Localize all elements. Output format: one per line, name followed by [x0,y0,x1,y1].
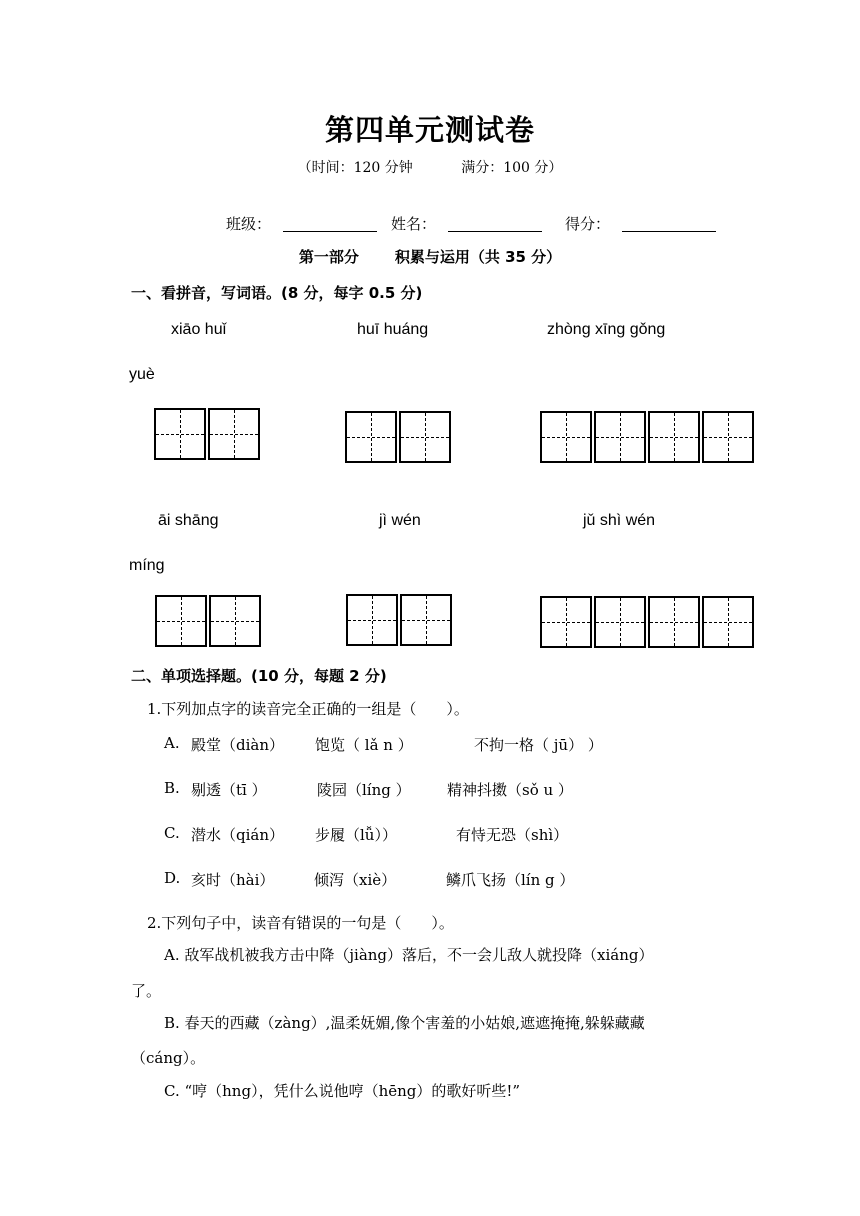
pinyin-yue: yuè [129,366,155,383]
grid-cell[interactable] [155,595,207,647]
pinyin-jushiwen: jǔ shì wén [583,512,656,529]
q1-b-word3: 精神抖擞（sǒ u ） [447,781,573,799]
writing-grid-3[interactable] [540,411,754,463]
score-field: 得分： [565,213,720,234]
q1-option-d-letter[interactable]: D. [164,869,181,887]
q2-option-b-cont: （cáng）。 [131,1049,206,1067]
q1-a-word3: 不拘一格（ jū） ） [474,736,603,754]
grid-cell[interactable] [594,596,646,648]
section2-heading: 二、单项选择题。(10 分，每题 2 分) [131,667,387,685]
pinyin-aishang: āi shāng [158,512,219,529]
grid-cell[interactable] [540,411,592,463]
pinyin-zhongxinggong: zhòng xīng gǒng [547,321,666,338]
writing-grid-5[interactable] [346,594,452,646]
time-limit: （时间：120 分钟 [297,160,413,176]
q1-option-c-letter[interactable]: C. [164,824,180,842]
q1-option-b-letter[interactable]: B. [164,779,180,797]
q1-b-word1: 剔透（tī ） [191,781,267,799]
writing-grid-1[interactable] [154,408,260,460]
q1-a-word1: 殿堂（diàn） [191,736,285,754]
grid-cell[interactable] [648,596,700,648]
q1-c-word1: 潜水（qián） [191,826,285,844]
q1-d-word3: 鳞爪飞扬（lín g ） [446,871,575,889]
grid-cell[interactable] [345,411,397,463]
grid-cell[interactable] [209,595,261,647]
grid-cell[interactable] [648,411,700,463]
pinyin-huihuang: huī huáng [357,321,429,338]
grid-cell[interactable] [399,411,451,463]
q1-option-a-letter[interactable]: A. [164,734,180,752]
grid-cell[interactable] [702,411,754,463]
question-1-stem: 1.下列加点字的读音完全正确的一组是（ ）。 [147,700,469,718]
question-2-stem: 2.下列句子中，读音有错误的一句是（ ）。 [147,914,454,932]
writing-grid-4[interactable] [155,595,261,647]
q1-b-word2: 陵园（líng ） [317,781,411,799]
pinyin-ming: míng [129,557,165,574]
grid-cell[interactable] [540,596,592,648]
q1-a-word2: 饱览（ lǎ n ） [315,736,413,754]
grid-cell[interactable] [346,594,398,646]
q1-c-word3: 有恃无恐（shì） [456,826,569,844]
grid-cell[interactable] [400,594,452,646]
q1-d-word1: 亥时（hài） [191,871,275,889]
part-heading: 第一部分 积累与运用（共 35 分） [298,248,562,266]
subtitle [0,157,860,177]
section1-heading: 一、看拼音，写词语。(8 分，每字 0.5 分) [131,284,423,302]
q1-d-word2: 倾泻（xiè） [314,871,397,889]
name-field: 姓名： [391,213,546,234]
class-field: 班级： [226,213,381,234]
grid-cell[interactable] [208,408,260,460]
q2-option-c[interactable]: C. “哼（hng），凭什么说他哼（hēng）的歌好听些!” [164,1082,521,1100]
writing-grid-2[interactable] [345,411,451,463]
page-title: 第四单元测试卷 [324,113,535,147]
q2-option-b[interactable]: B. 春天的西藏（zàng）,温柔妩媚,像个害羞的小姑娘,遮遮掩掩,躲躲藏藏 [164,1014,645,1032]
q2-option-a[interactable]: A. 敌军战机被我方击中降（jiàng）落后，不一会儿敌人就投降（xiáng） [164,946,654,964]
q1-c-word2: 步履（lǚ）） [315,826,397,844]
q2-option-a-cont: 了。 [131,982,162,1000]
pinyin-xiaohui: xiāo huǐ [171,321,227,338]
grid-cell[interactable] [702,596,754,648]
grid-cell[interactable] [154,408,206,460]
full-score: 满分：100 分） [461,160,563,176]
pinyin-jiwen: jì wén [379,512,421,529]
grid-cell[interactable] [594,411,646,463]
writing-grid-6[interactable] [540,596,754,648]
